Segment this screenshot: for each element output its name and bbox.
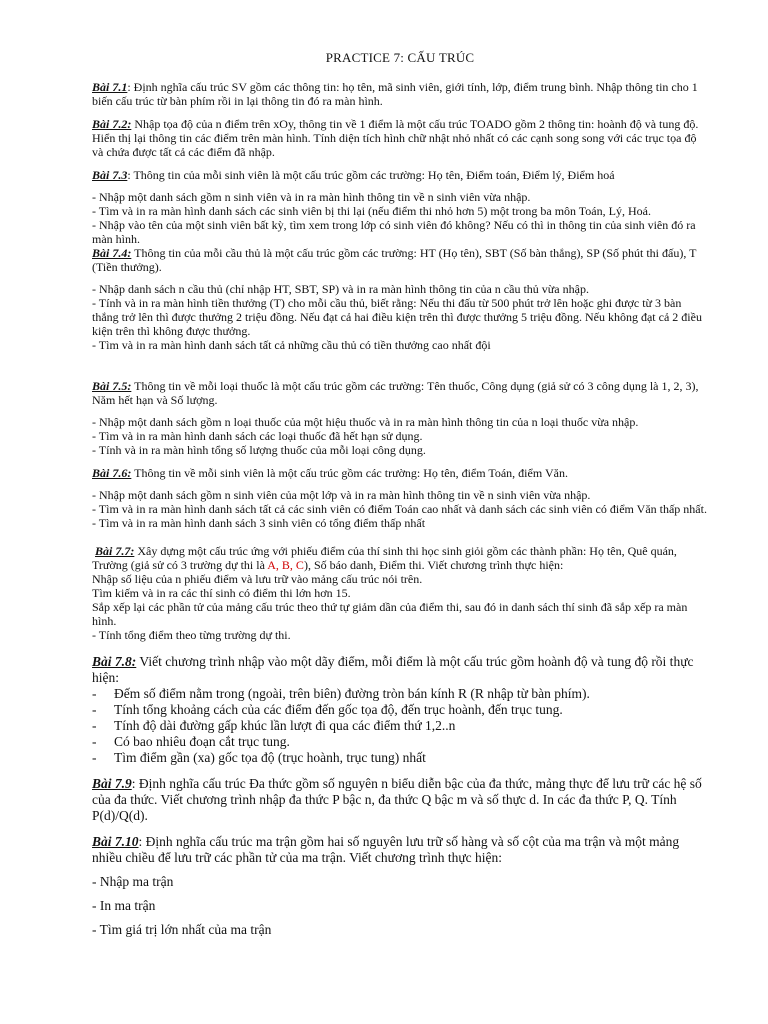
exercise-text [92, 117, 708, 159]
list-item: - Nhập vào tên của một sinh viên bất kỳ, tìm xem trong lớp có sinh viên đó không? Nếu có thì in thông tin của sinh viên đó ra màn hình. [92, 218, 696, 246]
page-title: PRACTICE 7: CẤU TRÚC [325, 50, 475, 65]
exercise-label: Bài 7.9 [92, 776, 132, 791]
exercise-label: Bài 7.5: [92, 379, 132, 393]
exercise-body: : Định nghĩa cấu trúc ma trận gồm hai số nguyên lưu trữ số hàng và số cột của ma trận và một mảng nhiều chiều để lưu trữ các phần tử của ma trận. Viết chương trình thực hiện: [92, 834, 680, 865]
list-item: - In ma trận [92, 898, 156, 913]
exercise-label: Bài 7.8: [92, 654, 137, 669]
exercise-body-end: ), Số báo danh, Điểm thi. Viết chương trình thực hiện: [303, 558, 564, 572]
list-item: Nhập số liệu của n phiếu điểm và lưu trữ vào mảng cấu trúc nói trên. [92, 572, 423, 586]
exercise-text [92, 544, 708, 572]
exercise-body: Nhập tọa độ của n điểm trên xOy, thông tin về 1 điểm là một cấu trúc TOADO gồm 2 thông tin: hoành độ và tung độ. Hiển thị lại thông tin các điểm trên màn hình. Tính diện tích hình chữ nhật nhỏ nhất có các cạnh song song với các trục tọa độ và chứa được tất cả các điểm đã nhập. [92, 117, 699, 159]
exercise-label: Bài 7.7: [95, 544, 135, 558]
list-item: - Nhập một danh sách gồm n sinh viên của một lớp và in ra màn hình thông tin về n sinh viên vừa nhập. [92, 488, 591, 502]
list-item: - Đếm số điểm nằm trong (ngoài, trên biên) đường tròn bán kính R (R nhập từ bàn phím). [92, 686, 708, 702]
list-item: Tìm kiếm và in ra các thí sinh có điểm thi lớn hơn 15. [92, 586, 351, 600]
list-item: - Tìm giá trị lớn nhất của ma trận [92, 922, 272, 937]
exercise-7-1 [92, 80, 708, 108]
list-item: - Tìm và in ra màn hình danh sách tất cả những cầu thủ có tiền thưởng cao nhất đội [92, 338, 491, 352]
list-item: - Nhập ma trận [92, 874, 174, 889]
exercise-text [92, 654, 708, 686]
exercise-label: Bài 7.6: [92, 466, 132, 480]
list-item: - Tìm điểm gần (xa) gốc tọa độ (trục hoành, trục tung) nhất [92, 750, 708, 766]
list-item: - Tính tổng điểm theo từng trường dự thi. [92, 628, 291, 642]
exercise-7-4 [92, 246, 708, 352]
list-item: - Tìm và in ra màn hình danh sách tất cả các sinh viên có điểm Toán cao nhất và danh sách các sinh viên có điểm Văn thấp nhất. [92, 502, 707, 516]
exercise-7-5 [92, 379, 708, 457]
exercise-7-8 [92, 654, 708, 766]
exercise-label: Bài 7.2: [92, 117, 132, 131]
list-item: - Tính và in ra màn hình tiền thưởng (T) cho mỗi cầu thủ, biết rằng: Nếu thi đấu từ 500 phút trở lên hoặc ghi được từ 3 bàn thắng trở lên thì được thưởng 2 triệu đồng. Nếu đạt cả hai điều kiện trên thì được thưởng 5 triệu đồng. Nếu không đạt cả 2 điều kiện trên thì không được thưởng. [92, 296, 702, 338]
exercise-body: Viết chương trình nhập vào một dãy điểm, mỗi điểm là một cấu trúc gồm hoành độ và tung độ rồi thực hiện: [92, 654, 694, 685]
list-item: - Tính tổng khoảng cách của các điểm đến gốc tọa độ, đến trục hoành, đến trục tung. [92, 702, 708, 718]
exercise-label: Bài 7.3 [92, 168, 128, 182]
school-names: A, B, C [267, 558, 304, 572]
list-item: - Tìm và in ra màn hình danh sách các sinh viên bị thi lại (nếu điểm thi nhỏ hơn 5) một trong ba môn Toán, Lý, Hoá. [92, 204, 651, 218]
exercise-body: : Định nghĩa cấu trúc SV gồm các thông tin: họ tên, mã sinh viên, giới tính, lớp, điểm trung bình. Nhập thông tin cho 1 biến cấu trúc từ bàn phím rồi in lại thông tin đó ra màn hình. [92, 80, 698, 108]
exercise-body: Thông tin của mỗi cầu thủ là một cấu trúc gồm các trường: HT (Họ tên), SBT (Số bàn thắng), SP (Số phút thi đấu), T (Tiền thưởng). [92, 246, 697, 274]
exercise-text [92, 80, 708, 108]
exercise-body: : Định nghĩa cấu trúc Đa thức gồm số nguyên n biểu diễn bậc của đa thức, mảng thực để lưu trữ các hệ số của đa thức. Viết chương trình nhập đa thức P bậc n, đa thức Q bậc m và số thực d. In các đa thức P, Q. Tính P(d)/Q(d). [92, 776, 702, 823]
exercise-7-3 [92, 168, 708, 246]
exercise-label: Bài 7.1 [92, 80, 128, 94]
exercise-text [92, 466, 708, 480]
exercise-body: Thông tin về mỗi loại thuốc là một cấu trúc gồm các trường: Tên thuốc, Công dụng (giả sử có 3 công dụng là 1, 2, 3), Năm hết hạn và Số lượng. [92, 379, 699, 407]
list-item: - Tìm và in ra màn hình danh sách 3 sinh viên có tổng điểm thấp nhất [92, 516, 426, 530]
exercise-7-7 [92, 544, 708, 642]
list-item: - Tính và in ra màn hình tổng số lượng thuốc của mỗi loại công dụng. [92, 443, 426, 457]
list-item: - Có bao nhiêu đoạn cắt trục tung. [92, 734, 708, 750]
exercise-7-9 [92, 776, 708, 824]
exercise-label: Bài 7.4: [92, 246, 132, 260]
exercise-text [92, 168, 708, 182]
exercise-7-2 [92, 117, 708, 159]
exercise-7-6 [92, 466, 708, 530]
list-item: - Nhập danh sách n cầu thủ (chỉ nhập HT, SBT, SP) và in ra màn hình thông tin của n cầu thủ vừa nhập. [92, 282, 589, 296]
list-item: - Tính độ dài đường gấp khúc lần lượt đi qua các điểm thứ 1,2..n [92, 718, 708, 734]
exercise-text [92, 379, 708, 407]
exercise-text [92, 776, 708, 824]
list-item: Sắp xếp lại các phần tử của mảng cấu trúc theo thứ tự giảm dần của điểm thi, sau đó in danh sách thí sinh đã sắp xếp ra màn hình. [92, 600, 688, 628]
task-list [92, 686, 708, 766]
exercise-label: Bài 7.10 [92, 834, 139, 849]
exercise-text [92, 246, 708, 274]
exercise-text [92, 834, 708, 866]
list-item: - Nhập một danh sách gồm n loại thuốc của một hiệu thuốc và in ra màn hình thông tin của n loại thuốc vừa nhập. [92, 415, 639, 429]
exercise-body: : Thông tin của mỗi sinh viên là một cấu trúc gồm các trường: Họ tên, Điểm toán, Điểm lý, Điểm hoá [127, 168, 615, 182]
list-item: - Tìm và in ra màn hình danh sách các loại thuốc đã hết hạn sử dụng. [92, 429, 423, 443]
list-item: - Nhập một danh sách gồm n sinh viên và in ra màn hình thông tin về n sinh viên vừa nhập. [92, 190, 531, 204]
exercise-body: Xây dựng một cấu trúc ứng với phiếu điểm của thí sinh thi học sinh giỏi gồm các thành phần: Họ tên, Quê quán, Trường (giả sử có 3 trường dự thi là [92, 544, 677, 572]
exercise-7-10 [92, 834, 708, 938]
exercise-body: Thông tin về mỗi sinh viên là một cấu trúc gồm các trường: Họ tên, điểm Toán, điểm Văn. [131, 466, 568, 480]
